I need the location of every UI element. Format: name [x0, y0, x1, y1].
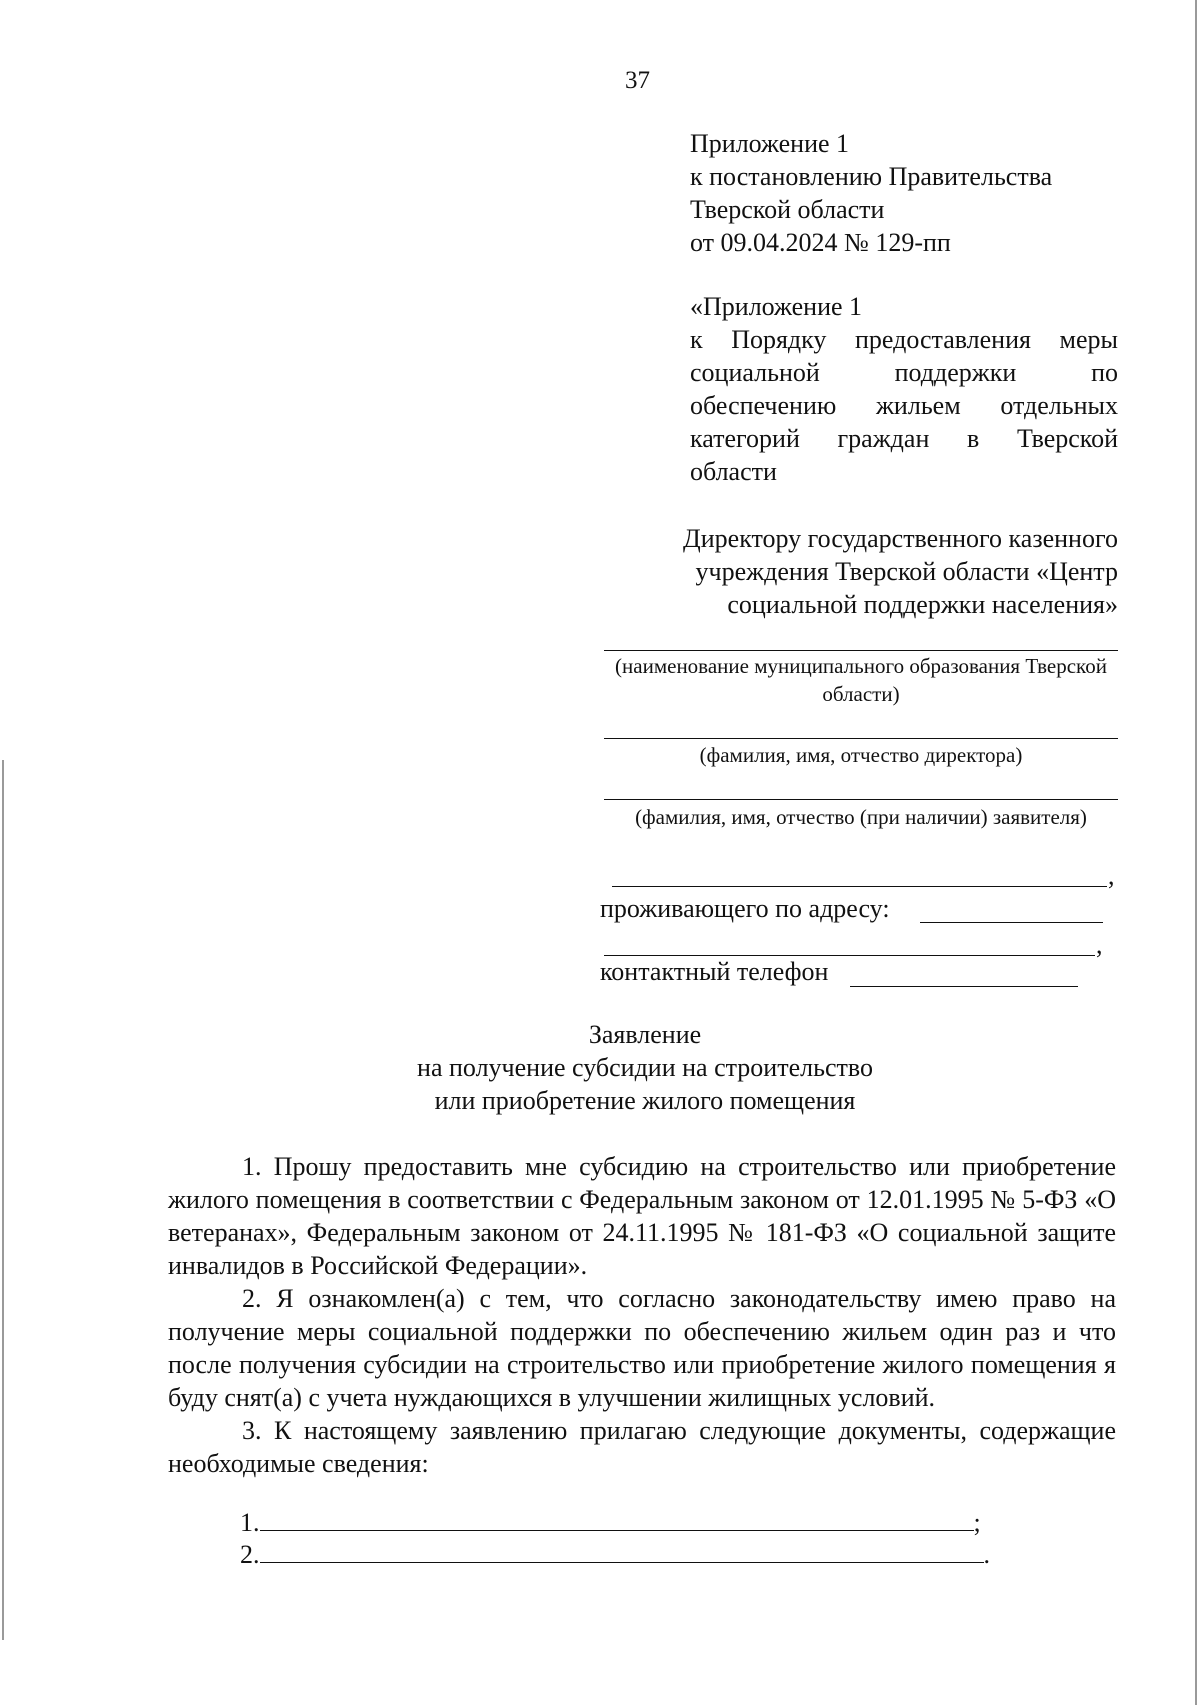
procedure-appendix-reference: [690, 290, 1118, 488]
application-body: [168, 1150, 1116, 1480]
comma-mark: ,: [1108, 861, 1115, 890]
paragraph-1: 1. Прошу предоставить мне субсидию на строительство или приобретение жилого помещения в соответствии с Федеральным законом от 12.01.1995 № 5-ФЗ «О ветеранах», Федеральным законом от 24.11.1995 № 181-ФЗ «О социальной защите инвалидов в Российской Федерации».: [168, 1152, 1116, 1280]
attachment-row: [240, 1538, 990, 1571]
page-number: 37: [625, 67, 650, 94]
appendix-reference: [690, 127, 1052, 259]
appendix-line: к постановлению Правительства: [690, 162, 1053, 191]
appendix-line: от 09.04.2024 № 129-пп: [690, 228, 951, 257]
attachment-number: 2.: [240, 1540, 260, 1569]
attachment-number: 1.: [240, 1508, 260, 1537]
title-line: или приобретение жилого помещения: [434, 1086, 856, 1115]
comma-mark: ,: [1096, 930, 1103, 959]
paragraph-2: 2. Я ознакомлен(а) с тем, что согласно законодательству имею право на получение меры социальной поддержки по обеспечению жильем один раз и что после получения субсидии на строительство или приобретение жилого помещения я буду снят(а) с учета нуждающихся в улучшении жилищных условий.: [168, 1284, 1116, 1412]
applicant-name-blank-line[interactable]: [612, 886, 1107, 887]
address-label: проживающего по адресу:: [600, 894, 890, 923]
attachment-blank-line[interactable]: [260, 1506, 974, 1531]
municipality-blank-line[interactable]: [604, 650, 1118, 651]
attachment-blank-line[interactable]: [260, 1538, 984, 1563]
title-line: Заявление: [588, 1020, 702, 1049]
appendix-line: обеспечению жильем отдельных: [690, 391, 1118, 420]
applicant-blank-line[interactable]: [604, 799, 1118, 800]
addressee-line: учреждения Тверской области «Центр: [695, 557, 1118, 586]
addressee-line: Директору государственного казенного: [683, 524, 1118, 553]
attachment-row: [240, 1506, 981, 1539]
appendix-line: к Порядку предоставления меры: [690, 325, 1118, 354]
addressee-line: социальной поддержки населения»: [727, 590, 1118, 619]
applicant-caption: (фамилия, имя, отчество (при наличии) заявителя): [635, 805, 1087, 829]
addressee-block: [600, 522, 1118, 621]
address-blank-line[interactable]: [920, 922, 1103, 923]
phone-row: [600, 956, 828, 988]
address-row: [600, 893, 890, 925]
document-title: [300, 1018, 990, 1117]
director-caption: (фамилия, имя, отчество директора): [699, 743, 1023, 767]
municipality-caption: (наименование муниципального образования Тверской области): [615, 654, 1107, 706]
attachment-end-mark: ;: [973, 1508, 981, 1537]
attachment-end-mark: .: [983, 1540, 990, 1569]
title-line: на получение субсидии на строительство: [417, 1053, 873, 1082]
appendix-line: социальной поддержки по: [690, 358, 1118, 387]
appendix-line: Приложение 1: [690, 129, 850, 158]
appendix-line: «Приложение 1: [690, 292, 863, 321]
phone-blank-line[interactable]: [850, 986, 1078, 987]
director-blank-line[interactable]: [604, 738, 1118, 739]
scan-edge-right: [1195, 0, 1197, 1705]
paragraph-3: 3. К настоящему заявлению прилагаю следующие документы, содержащие необходимые сведения:: [168, 1416, 1116, 1478]
appendix-line: Тверской области: [690, 195, 885, 224]
scan-edge-left: [2, 760, 4, 1640]
appendix-line: категорий граждан в Тверской: [690, 424, 1118, 453]
appendix-line: области: [690, 457, 777, 486]
phone-label: контактный телефон: [600, 957, 829, 986]
